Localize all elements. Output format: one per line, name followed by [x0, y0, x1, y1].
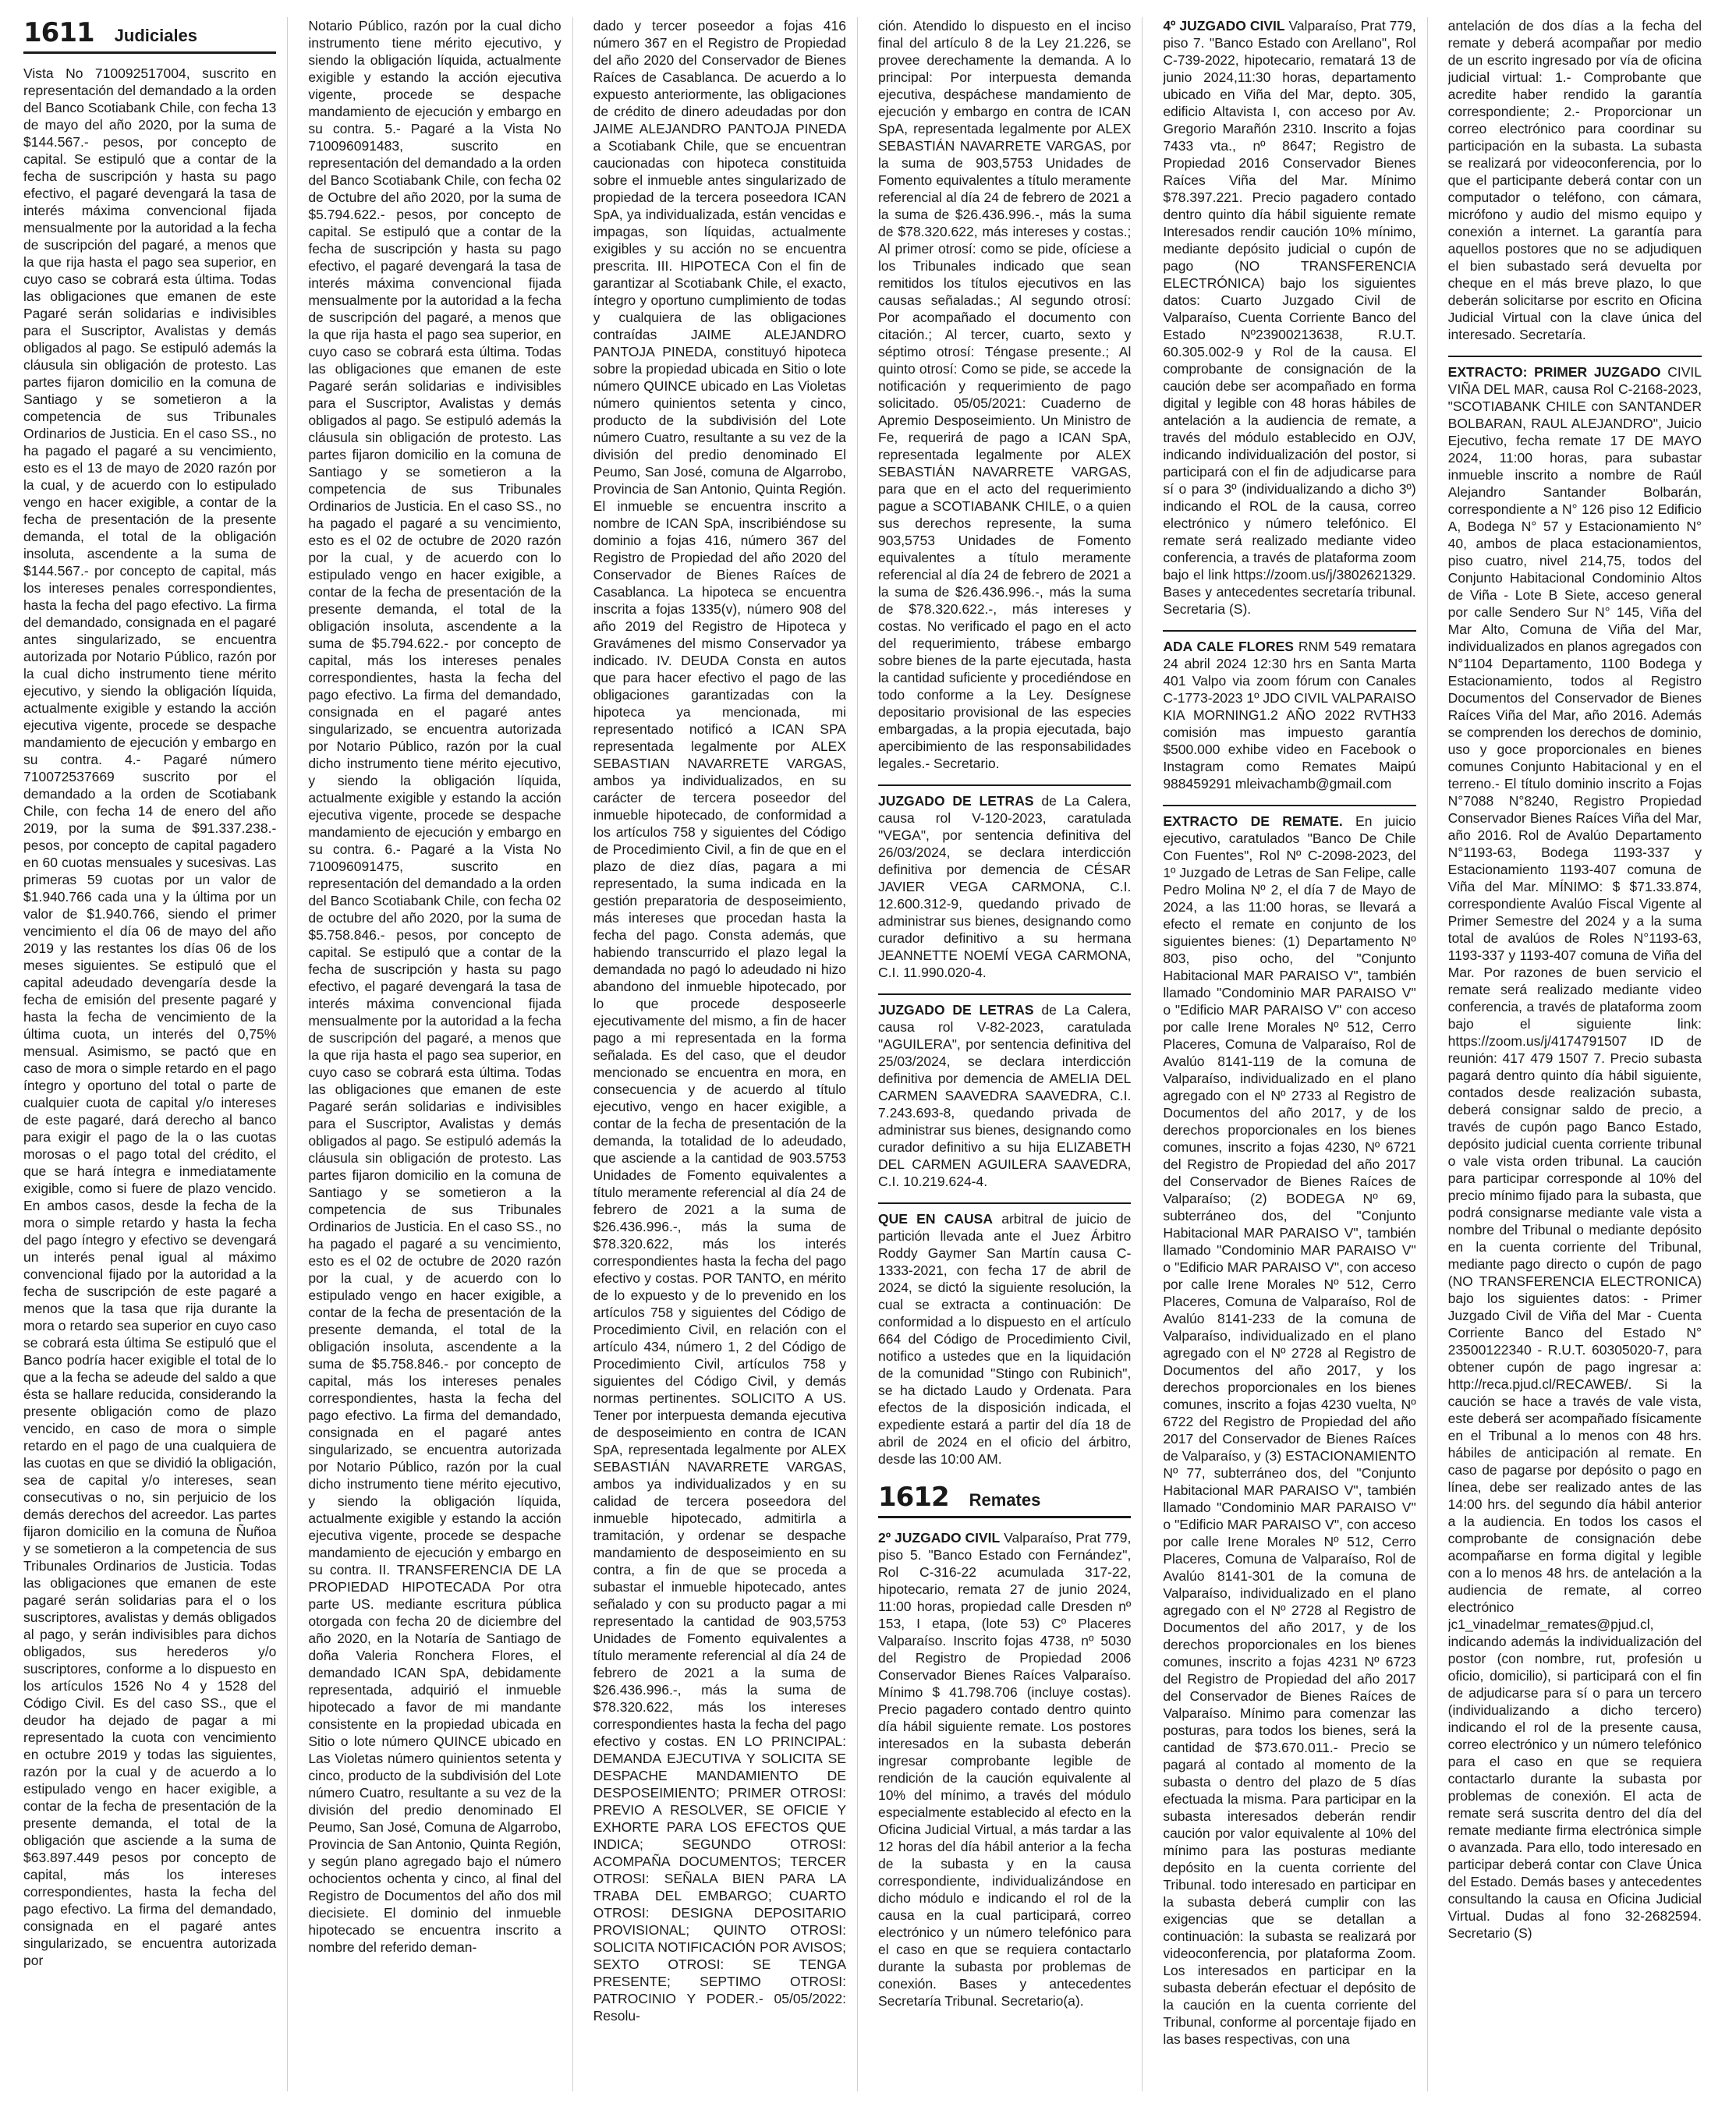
notice-heading: JUZGADO DE LETRAS: [878, 793, 1034, 809]
column-5: [1163, 17, 1427, 2091]
notice-4-juzgado-civil: [1163, 17, 1415, 618]
column-4: [878, 17, 1143, 2091]
notice-text: Vista No 710092517004, suscrito en representación del demandado a la orden del Banco Scotiabank Chile, con fecha 13 de mayo del año 2020, por la suma de $144.567.- pesos, por concepto de capital. Se estipuló que a contar de la fecha de suscripción y hasta su pago efectivo, el pagaré devengará la tasa de interés máxima convencional fijada mensualmente por la autoridad a la fecha de suscripción del pagaré, a menos que la que rija hasta el pago sea superior, en cuyo caso se cobrará esta última. Todas las obligaciones que emanen de este Pagaré serán solidarias e indivisibles para el Suscriptor, Avalistas y demás obligados al pago. Se estipuló además la cláusula sin obligación de protesto. Las partes fijaron domicilio en la comuna de Santiago y se sometieron a la competencia de sus Tribunales Ordinarios de Justicia. En el caso SS., no ha pagado el pagaré a su vencimiento, esto es el 13 de mayo de 2020 razón por la cual, y de acuerdo con lo estipulado vengo en hacer exigible, a contar de la fecha de presentación de la presente demanda, el total de la obligación insoluta, ascendente a la suma de $144.567.- por concepto de capital, más los intereses penales correspondientes, hasta la fecha del pago efectivo. La firma del demandado, consignada en el pagaré antes singularizado, se encuentra autorizada por Notario Público, razón por la cual dicho instrumento tiene mérito ejecutivo, y siendo la obligación líquida, actualmente exigible y estando la acción ejecutiva vigente, procede se despache mandamiento de ejecución y embargo en su contra. 4.- Pagaré número 710072537669 suscrito por el demandado a la orden de Scotiabank Chile, con fecha 14 de enero del año 2019, por la suma de $91.337.238.- pesos, por concepto de capital pagadero en 60 cuotas mensuales y sucesivas. Las primeras 59 cuotas por un valor de $1.940.766 cada una y la última por un valor de $1.940.766, siendo el primer vencimiento el día 06 de mayo del año 2019 y las restantes los días 06 de los meses siguientes. Se estipuló que el capital adeudado devengaría desde la fecha de emisión del presente pagaré y hasta la fecha de vencimiento de la última cuota, un interés del 0,75% mensual. Asimismo, se pactó que en caso de mora o simple retardo en el pago íntegro y oportuno del total o parte de cualquier cuota de capital y/o intereses de este pagaré, dará derecho al banco para exigir el pago de la o las cuotas morosas o el pago total del crédito, el que se hará íntegra e inmediatamente exigible, como si fuere de plazo vencido. En ambos casos, desde la fecha de la mora o simple retardo y hasta la fecha del pago íntegro y efectivo se devengará un interés penal igual al máximo convencional fijado por la autoridad a la fecha de suscripción de este pagaré a menos que la tasa que rija durante la mora o retardo sea superior en cuyo caso se cobrará esta última Se estipuló que el Banco podría hacer exigible el total de lo que a la fecha se adeude del saldo a que ésta se hallare reducida, considerando la presente obligación como de plazo vencido, en caso de mora o simple retardo en el pago de una cualquiera de las cuotas en que se dividió la obligación, sea de capital y/o intereses, sean consecutivas o no, sin perjuicio de los demás derechos del acreedor. Las partes fijaron domicilio en la comuna de Ñuñoa y se sometieron a la competencia de sus Tribunales Ordinarios de Justicia. Todas las obligaciones que emanen de este pagaré serán solidarias para el o los suscriptores, avalistas y demás obligados al pago, y serán indivisibles para dichos obligados, sus herederos y/o suscriptores, conforme a lo dispuesto en los artículos 1526 No 4 y 1528 del Código Civil. Es del caso SS., que el deudor ha dejado de pagar a mi representado la cuota con vencimiento en octubre 2019 y todas las siguientes, razón por la cual y de acuerdo a lo estipulado vengo en hacer exigible, a contar de la fecha de presentación de la presente demanda, el total de la obligación que asciende a la suma de $63.897.449 pesos por concepto de capital, más los intereses correspondientes, hasta la fecha del pago efectivo. La firma del demandado, consignada en el pagaré antes singularizado, se encuentra autorizada por: [23, 66, 277, 1968]
notice-heading: 2º JUZGADO CIVIL: [878, 1530, 1001, 1546]
notice-2-juzgado-civil: [878, 1529, 1131, 2010]
notice-extracto-remate: [1163, 805, 1415, 2048]
notice-juzgado-letras-aguilera: [878, 993, 1131, 1190]
notice-body: En juicio ejecutivo, caratulados "Banco De Chile Con Fuentes", Rol Nº C-2098-2023, del 1º Juzgado de Letras de San Felipe, calle Pedro Molina Nº 2, el día 7 de Mayo de 2024, a las 11:00 horas, se llevará a efecto el remate en conjunto de los siguientes bienes: (1) Departamento Nº 803, piso ocho, del "Conjunto Habitacional MAR PARAISO V", también llamado "Condominio MAR PARAISO V" o "Edificio MAR PARAISO V" con acceso por calle Irene Morales Nº 512, Cerro Placeres, Comuna de Valparaíso, Rol de Avalúo 8141-119 de la comuna de Valparaíso, individualizado en el plano agregado con el Nº 2733 al Registro de Documentos del año 2017, y de los derechos proporcionales en los bienes comunes, inscrito a fojas 4230, Nº 6721 del Registro de Propiedad del año 2017 del Conservador de Bienes Raíces de Valparaíso; (2) BODEGA Nº 69, subterráneo dos, del "Conjunto Habitacional MAR PARAISO V", también llamado "Condominio MAR PARAISO V" o "Edificio MAR PARAISO V", con acceso por calle Irene Morales Nº 512, Cerro Placeres, Comuna de Valparaíso, Rol de Avalúo 8141-233 de la comuna de Valparaíso, individualizado en el plano agregado con el Nº 2728 al Registro de Documentos del año 2017, y los derechos proporcionales en los bienes comunes, inscrito a fojas 4230 vuelta, Nº 6722 del Registro de Propiedad del año 2017 del Conservador de Bienes Raíces de Valparaíso, y (3) ESTACIONAMIENTO Nº 77, subterráneo dos, del "Conjunto Habitacional MAR PARAISO V", también llamado "Condominio MAR PARAISO V" o "Edificio MAR PARAISO V", con acceso por calle Irene Morales Nº 512, Cerro Placeres, Comuna de Valparaíso, Rol de Avalúo 8141-301 de la comuna de Valparaíso, individualizado en el plano agregado con el Nº 2728 al Registro de Documentos del año 2017, y de los derechos proporcionales en los bienes comunes, inscrito a fojas 4231 Nº 6723 del Registro de Propiedad del año 2017 del Conservador de Bienes Raíces de Valparaíso. Mínimo para comenzar las posturas, para todos los bienes, será la cantidad de $73.670.011.- Precio se pagará al contado al momento de la subasta o dentro del plazo de 5 días efectuada la misma. Para participar en la subasta interesados deberán rendir caución por valor equivalente al 10% del mínimo para las posturas mediante depósito en la cuenta corriente del Tribunal. todo interesado en participar en la subasta deberá cumplir con las exigencias que se detallan a continuación: la subasta se realizará por videoconferencia, por plataforma Zoom. Los interesados en participar en la subasta deberán efectuar el depósito de la caución en la cuenta corriente del Tribunal, conforme al porcentaje fijado en las bases respectivas, con una: [1163, 813, 1416, 2047]
notice-text: antelación de dos días a la fecha del remate y deberá acompañar por medio de un escrito ingresado por vía de oficina judicial virtual: 1.- Comprobante que acredite haber rendido la garantía correspondiente; 2.- Proporcionar un correo electrónico para coordinar su participación en la subasta. La subasta se realizará por videoconferencia, por lo que el participante deberá contar con un computador o teléfono, con cámara, micrófono y audio del mismo equipo y conexión a internet. La garantía para aquellos postores que no se adjudiquen el bien subastado será devuelta por cheque en el más breve plazo, lo que deberán solicitarse por escrito en Oficina Judicial Virtual con la clave única del interesado. Secretaría.: [1447, 18, 1702, 342]
notice-body: Valparaíso, Prat 779, piso 7. "Banco Estado con Arellano", Rol C-739-2022, hipotecario, rematará 13 de junio 2024,11:30 horas, departamento ubicado en Viña del Mar, depto. 305, edificio Altavista I, con acceso por Av. Gregorio Marañón 2310. Inscrito a fojas 7433 vta., nº 8647; Registro de Propiedad 2016 Conservador Bienes Raíces Viña del Mar. Mínimo $78.397.221. Precio pagadero contado dentro quinto día hábil siguiente remate Interesados rendir caución 10% mínimo, mediante depósito judicial o cupón de pago (NO TRANSFERENCIA ELECTRÓNICA) bajo los siguientes datos: Cuarto Juzgado Civil de Valparaíso, Cuenta Corriente Banco del Estado Nº23900213638, R.U.T. 60.305.002-9 y Rol de la causa. El comprobante de consignación de la caución debe ser acompañado en forma digital y legible con 48 horas hábiles de antelación a la audiencia de remate, a través del módulo establecido en OJV, indicando individualización del postor, si participará con el fin de adjudicarse para sí o para 3º (individualizando a dicho 3º) indicando el ROL de la causa, correo electrónico y número telefónico. El remate será realizado mediante video conferencia, a través de plataforma zoom bajo el link https://zoom.us/j/3802621329. Bases y antecedentes secretaría tribunal. Secretaria (S).: [1163, 18, 1416, 617]
column-6: [1448, 17, 1713, 2091]
section-header-remates: [878, 1482, 1131, 1518]
column-3: [593, 17, 858, 2091]
notice-heading: 4º JUZGADO CIVIL: [1163, 18, 1285, 34]
notice-juzgado-letras-vega: [878, 784, 1131, 981]
notice-text: dado y tercer poseedor a fojas 416 número 367 en el Registro de Propiedad del año 2020 del Conservador de Bienes Raíces de Casablanca. De acuerdo a lo expuesto anteriormente, las obligaciones de crédito de dinero adeudadas por don JAIME ALEJANDRO PANTOJA PINEDA a Scotiabank Chile, que se encuentran caucionadas con hipoteca constituida sobre el inmueble antes singularizado de propiedad de la tercera poseedora ICAN SpA, ya individualizada, están vencidas e impagas, son líquidas, actualmente exigibles y su acción no se encuentra prescrita. III. HIPOTECA Con el fin de garantizar al Scotiabank Chile, el exacto, íntegro y oportuno cumplimiento de todas y cualquiera de las obligaciones contraídas JAIME ALEJANDRO PANTOJA PINEDA, constituyó hipoteca sobre la propiedad ubicada en Sitio o lote número QUINCE ubicado en Las Violetas número quinientos setenta y cinco, producto de la subdivisión del Lote número Cuatro, resultante a su vez de la división del predio denominado El Peumo, San José, comuna de Algarrobo, Provincia de San Antonio, Quinta Región. El inmueble se encuentra inscrito a nombre de ICAN SpA, inscribiéndose su dominio a fojas 416, número 367 del Registro de Propiedad del año 2020 del Conservador de Bienes Raíces de Casablanca. La hipoteca se encuentra inscrita a fojas 1335(v), número 908 del año 2019 del Registro de Hipoteca y Gravámenes del mismo Conservador ya indicado. IV. DEUDA Consta en autos que para hacer efectivo el pago de las obligaciones garantizadas con la hipoteca ya mencionada, mi representado notificó a ICAN SPA representada legalmente por ALEX SEBASTIAN NAVARRETE VARGAS, ambos ya individualizados, en su carácter de tercera poseedor del inmueble hipotecado, de conformidad a los artículos 758 y siguientes del Código de Procedimiento Civil, a fin de que en el plazo de diez días, pagara a mi representado, la suma indicada en la gestión preparatoria de desposeimiento, más intereses que procedan hasta la fecha del pago. Consta además, que habiendo transcurrido el plazo legal la demandada no pagó lo adeudado ni hizo abandono del inmueble hipotecado, por lo que procede desposeerle ejecutivamente del mismo, a fin de hacer pago a mi representada en la forma señalada. Es del caso, que el deudor mencionado se encuentra en mora, en consecuencia y de acuerdo al título ejecutivo, vengo en hacer exigible, a contar de la fecha de presentación de la demanda, la totalidad de lo adeudado, que asciende a la cantidad de 903.5753 Unidades de Fomento equivalentes a título meramente referencial al día 24 de febrero de 2021 a la suma de $26.436.996.-, más la suma de $78.320.622, más los interés correspondientes hasta la fecha del pago efectivo y costas. POR TANTO, en mérito de lo expuesto y de lo prevenido en los artículos 758 y siguientes del Código de Procedimiento Civil, en relación con el artículo 434, número 1, 2 del Código de Procedimiento Civil, artículos 758 y siguientes del Código Civil, y demás normas pertinentes. SOLICITO A US. Tener por interpuesta demanda ejecutiva de desposeimiento en contra de ICAN SpA, representada legalmente por ALEX SEBASTIÁN NAVARRETE VARGAS, ambos ya individualizados y en su calidad de tercera poseedora del inmueble hipotecado, admitirla a tramitación, y ordenar se despache mandamiento de desposeimiento en su contra, a fin de que se proceda a subastar el inmueble hipotecado, antes señalado y con su producto pagar a mi representado la cantidad de 903,5753 Unidades de Fomento equivalentes a título meramente referencial al día 24 de febrero de 2021 a la suma de $26.436.996.-, más la suma de $78.320.622, más los intereses correspondientes hasta la fecha del pago efectivo y costas. EN LO PRINCIPAL: DEMANDA EJECUTIVA Y SOLICITA SE DESPACHE MANDAMIENTO DE DESPOSEIMIENTO; PRIMER OTROSI: PREVIO A RESOLVER, SE OFICIE Y EXHORTE PARA LOS EFECTOS QUE INDICA; SEGUNDO OTROSI: ACOMPAÑA DOCUMENTOS; TERCER OTROSI: SEÑALA BIEN PARA LA TRABA DEL EMBARGO; CUARTO OTROSI: DESIGNA DEPOSITARIO PROVISIONAL; QUINTO OTROSI: SOLICITA NOTIFICACIÓN POR AVISOS; SEXTO OTROSI: SE TENGA PRESENTE; SEPTIMO OTROSI: PATROCINIO Y PODER.- 05/05/2022: Resolu-: [593, 18, 846, 2024]
notice-body: de La Calera, causa rol V-120-2023, caratulada "VEGA", por sentencia definitiva del 26/03/2024, se declara interdicción definitiva por demencia de CÉSAR JAVIER VEGA CARMONA, C.I. 12.600.312-9, quedando privado de administrar sus bienes, designando como curador definitivo a su hermana JEANNETTE NOEMÍ VEGA CARMONA, C.I. 11.990.020-4.: [878, 793, 1132, 980]
notice-extracto-primer-juzgado: [1448, 356, 1702, 1942]
notice-body: RNM 549 rematara 24 abril 2024 12:30 hrs en Santa Marta 401 Valpo via zoom fórum con Canales C-1773-2023 1º JDO CIVIL VALPARAISO KIA MORNING1.2 AÑO 2022 RVTH33 comisión mas impuesto garantía $500.000 exhibe video en Facebook o Instagram como Remates Maipú 988459291 mleivachamb@gmail.com: [1163, 639, 1416, 791]
column-1: [23, 17, 288, 2091]
section-header-judiciales: [23, 17, 276, 54]
section-number: 1611: [23, 17, 94, 48]
section-name: Judiciales: [114, 26, 198, 45]
section-number: 1612: [878, 1482, 949, 1513]
notice-heading: EXTRACTO: PRIMER JUZGADO: [1447, 364, 1661, 380]
section-name: Remates: [969, 1490, 1041, 1510]
notice-heading: ADA CALE FLORES: [1163, 639, 1294, 654]
notice-que-en-causa: [878, 1202, 1131, 1468]
notice-body: de La Calera, causa rol V-82-2023, caratulada "AGUILERA", por sentencia definitiva del 25/03/2024, se declara interdicción definitiva por demencia de AMELIA DEL CARMEN SAAVEDRA SAAVEDRA, C.I. 7.243.693-8, quedando privada de administrar sus bienes, designando como curador definitivo a su hija ELIZABETH DEL CARMEN AGUILERA SAAVEDRA, C.I. 10.219.624-4.: [878, 1002, 1132, 1189]
notice-body: Valparaíso, Prat 779, piso 5. "Banco Estado con Fernández", Rol C-316-22 acumulada 317-22, hipotecario, remata 27 de junio 2024, 11:00 horas, propiedad calle Dresden nº 153, I etapa, (lote 53) Cº Placeres Valparaíso. Inscrito fojas 4738, nº 5030 del Registro de Propiedad 2006 Conservador Bienes Raíces Valparaíso. Mínimo $ 41.798.706 (incluye costas). Precio pagadero contado dentro quinto día hábil siguiente remate. Los postores interesados en la subasta deberán ingresar comprobante legible de rendición de la caución equivalente al 10% del mínimo, a través del módulo especialmente establecido al efecto en la Oficina Judicial Virtual, a más tardar a las 12 horas del día hábil anterior a la fecha de la subasta y en la causa correspondiente, individualizándose en dicho módulo e indicando el rol de la causa en la cual participará, correo electrónico y un número telefónico para el caso en que se requiera contactarlo durante la subasta por problemas de conexión. Bases y antecedentes Secretaría Tribunal. Secretario(a).: [878, 1530, 1132, 2009]
notice-ada-cale-flores: [1163, 630, 1415, 792]
notice-body: arbitral de juicio de partición llevada ante el Juez Árbitro Roddy Gaymer San Martín causa C-1333-2021, con fecha 17 de abril de 2024, se dictó la siguiente resolución, la cual se extracta a continuación: De conformidad a lo dispuesto en el artículo 664 del Código de Procedimiento Civil, notifico a ustedes que en la liquidación de la comunidad "Stingo con Rubinich", se ha dictado Laudo y Ordenata. Para efectos de la disposición indicada, el expediente estará a partir del día 18 de abril de 2024 en el oficio del árbitro, desde las 10:00 AM.: [878, 1211, 1132, 1467]
notice-text: Notario Público, razón por la cual dicho instrumento tiene mérito ejecutivo, y siendo la obligación líquida, actualmente exigible y estando la acción ejecutiva vigente, procede se despache mandamiento de ejecución y embargo en su contra. 5.- Pagaré a la Vista No 710096091483, suscrito en representación del demandado a la orden del Banco Scotiabank Chile, con fecha 02 de Octubre del año 2020, por la suma de $5.794.622.- pesos, por concepto de capital. Se estipuló que a contar de la fecha de suscripción y hasta su pago efectivo, el pagaré devengará la tasa de interés máxima convencional fijada mensualmente por la autoridad a la fecha de suscripción del pagaré, a menos que la que rija hasta el pago sea superior, en cuyo caso se cobrará esta última. Todas las obligaciones que emanen de este Pagaré serán solidarias e indivisibles para el Suscriptor, Avalistas y demás obligados al pago. Se estipuló además la cláusula sin obligación de protesto. Las partes fijaron domicilio en la comuna de Santiago y se sometieron a la competencia de sus Tribunales Ordinarios de Justicia. En el caso SS., no ha pagado el pagaré a su vencimiento, esto es el 02 de octubre de 2020 razón por la cual, y de acuerdo con lo estipulado vengo en hacer exigible, a contar de la fecha de presentación de la presente demanda, el total de la obligación insoluta, ascendente a la suma de $5.794.622.- por concepto de capital, más los intereses penales correspondientes, hasta la fecha del pago efectivo. La firma del demandado, consignada en el pagaré antes singularizado, se encuentra autorizada por Notario Público, razón por la cual dicho instrumento tiene mérito ejecutivo, y siendo la obligación líquida, actualmente exigible y estando la acción ejecutiva vigente, procede se despache mandamiento de ejecución y embargo en su contra. 6.- Pagaré a la Vista No 710096091475, suscrito en representación del demandado a la orden del Banco Scotiabank Chile, con fecha 02 de octubre del año 2020, por la suma de $5.758.846.- pesos, por concepto de capital. Se estipuló que a contar de la fecha de suscripción y hasta su pago efectivo, el pagaré devengará la tasa de interés máxima convencional fijada mensualmente por la autoridad a la fecha de suscripción del pagaré, a menos que la que rija hasta el pago sea superior, en cuyo caso se cobrará esta última. Todas las obligaciones que emanen de este Pagaré serán solidarias e indivisibles para el Suscriptor, Avalistas y demás obligados al pago. Se estipuló además la cláusula sin obligación de protesto. Las partes fijaron domicilio en la comuna de Santiago y se sometieron a la competencia de sus Tribunales Ordinarios de Justicia. En el caso SS., no ha pagado el pagaré a su vencimiento, esto es el 02 de octubre de 2020 razón por la cual, y de acuerdo con lo estipulado vengo en hacer exigible, a contar de la fecha de presentación de la presente demanda, el total de la obligación insoluta, ascendente a la suma de $5.758.846.- por concepto de capital, más los intereses penales correspondientes, hasta la fecha del pago efectivo. La firma del demandado, consignada en el pagaré antes singularizado, se encuentra autorizada por Notario Público, razón por la cual dicho instrumento tiene mérito ejecutivo, y siendo la obligación líquida, actualmente exigible y estando la acción ejecutiva vigente, procede se despache mandamiento de ejecución y embargo en su contra. II. TRANSFERENCIA DE LA PROPIEDAD HIPOTECADA Por otra parte US. mediante escritura pública otorgada con fecha 20 de diciembre del año 2020, en la Notaría de Santiago de doña Valeria Ronchera Flores, el demandado ICAN SpA, debidamente representada, adquirió el inmueble hipotecado a favor de mi mandante consistente en la propiedad ubicada en Sitio o lote número QUINCE ubicado en Las Violetas número quinientos setenta y cinco, producto de la subdivisión del Lote número Cuatro, resultante a su vez de la división del predio denominado El Peumo, San José, Comuna de Algarrobo, Provincia de San Antonio, Quinta Región, y según plano agregado bajo el número ochocientos ochenta y cinco, al final del Registro de Documentos del año dos mil diecisiete. El dominio del inmueble hipotecado se encuentra inscrito a nombre del referido deman-: [308, 18, 562, 1955]
notice-heading: QUE EN CAUSA: [878, 1211, 993, 1227]
notice-body: CIVIL VIÑA DEL MAR, causa Rol C-2168-2023, "SCOTIABANK CHILE con SANTANDER BOLBARAN, RAUL ALEJANDRO", Juicio Ejecutivo, fecha remate 17 DE MAYO 2024, 11:00 horas, para subastar inmueble inscrito a nombre de Raúl Alejandro Santander Bolbarán, correspondiente a N° 126 piso 12 Edificio A, Bodega N° 57 y Estacionamiento N° 40, ambos de placa estacionamientos, piso cuatro, nivel 214,75, todos del Conjunto Habitacional Condominio Altos de Viña - Lote B Siete, acceso general por calle Sendero Sur N° 145, Viña del Mar Alto, Comuna de Viña del Mar, individualizados en planos agregados con N°1104 Departamento, 1100 Bodega y Estacionamiento, todos al Registro Documentos del Conservador de Bienes Raíces Viña del Mar, año 2016. Además se comprenden los derechos de dominio, uso y goce proporcionales en bienes comunes Conjunto Habitacional y en el terreno.- El título dominio inscrito a Fojas N°7088 N°8240, Registro Propiedad Conservador Bienes Raíces Viña del Mar, año 2016. Rol de Avalúo Departamento N°1193-63, Bodega 1193-337 y Estacionamiento 1193-407 comuna de Viña del Mar. MÍNIMO: $ $71.33.874, correspondiente Avalúo Fiscal Vigente al Primer Semestre del 2024 y a la suma total de avalúos de Roles N°1193-63, 1193-337 y 1193-407 comuna de Viña del Mar. Por razones de buen servicio el remate será realizado mediante video conferencia, a través de plataforma zoom bajo el siguiente link: https://zoom.us/j/4174791507 ID de reunión: 417 479 1507 7. Precio subasta pagará dentro quinto día hábil siguiente, contados desde realización subasta, deberá consignar saldo de precio, a través de cupón pago Banco Estado, depósito judicial cuenta corriente tribunal o vale vista orden tribunal. La caución para participar corresponde al 10% del precio mínimo fijado para la subasta, que podrá consignarse mediante vale vista a nombre del Tribunal o mediante depósito en la cuenta corriente del Tribunal, mediante pago directo o cupón de pago (NO TRANSFERENCIA ELECTRONICA) bajo los siguientes datos: - Primer Juzgado Civil de Viña del Mar - Cuenta Corriente Banco del Estado N° 23500122340 - R.U.T. 60305020-7, para obtener cupón de pago ingresar a: http://reca.pjud.cl/RECAWEB/. Si la caución se hace a través de vale vista, este deberá ser acompañado físicamente en el Tribunal a lo menos con 48 hrs. hábiles de anticipación al remate. En caso de pagarse por depósito o pago en línea, debe ser realizado antes de las 14:00 hrs. del segundo día hábil anterior a la audiencia. En todos los casos el comprobante de consignación debe acompañarse en forma digital y legible con a lo menos 48 hrs. de antelación a la audiencia de remate, al correo electrónico jc1_vinadelmar_remates@pjud.cl, indicando además la individualización del postor (con nombre, rut, profesión u oficio, domicilio), si participará con el fin de adjudicarse para sí o para un tercero (individualizando a dicho tercero) indicando el rol de la presente causa, correo electrónico y un número telefónico para el caso en que se requiera contactarlo durante la subasta por problemas de conexión. El acta de remate será suscrita dentro del día del remate mediante firma electrónica simple o avanzada. Para ello, todo interesado en participar deberá contar con Clave Única del Estado. Demás bases y antecedentes consultando la causa en Oficina Judicial Virtual. Dudas al fono 32-2682594. Secretario (S): [1447, 364, 1702, 1941]
notice-text: ción. Atendido lo dispuesto en el inciso final del artículo 8 de la Ley 21.226, se provee derechamente la demanda. A lo principal: Por interpuesta demanda ejecutiva, despáchese mandamiento de ejecución y embargo en contra de ICAN SpA, representada legalmente por ALEX SEBASTIÁN NAVARRETE VARGAS, por la suma de 903,5753 Unidades de Fomento equivalentes a título meramente referencial al día 24 de febrero de 2021 a la suma de $26.436.996.-, más la suma de $78.320.622, más intereses y costas.; Al primer otrosí: como se pide, ofíciese a los Tribunales indicado que sean remitidos los títulos ejecutivos en las causas señaladas.; Al segundo otrosí: Por acompañado el documento con citación.; Al tercer, cuarto, sexto y séptimo otrosí: Téngase presente.; Al quinto otrosí: Como se pide, se accede la notificación y requerimiento de pago solicitado. 05/05/2021: Cuaderno de Apremio Desposeimiento. Un Ministro de Fe, requerirá de pago a ICAN SpA, representada legalmente por ALEX SEBASTIÁN NAVARRETE VARGAS, para que en el acto del requerimiento pague a SCOTIABANK CHILE, o a quien sus derechos represente, la suma 903,5753 Unidades de Fomento equivalentes a título meramente referencial al día 24 de febrero de 2021 a la suma de $26.436.996.-, más la suma de $78.320.622.-, más intereses y costas. No verificado el pago en el acto del requerimiento, trábese embargo sobre bienes de la parte ejecutada, hasta la cantidad suficiente y procediéndose en todo conforme a la Ley. Desígnese depositario provisional de las especies embargadas, a la propia ejecutada, bajo apercibimiento de las responsabilidades legales.- Secretario.: [878, 18, 1132, 771]
column-2: [308, 17, 572, 2091]
columns: [23, 17, 1713, 2091]
notice-heading: JUZGADO DE LETRAS: [878, 1002, 1034, 1018]
notice-heading: EXTRACTO DE REMATE.: [1163, 813, 1343, 829]
